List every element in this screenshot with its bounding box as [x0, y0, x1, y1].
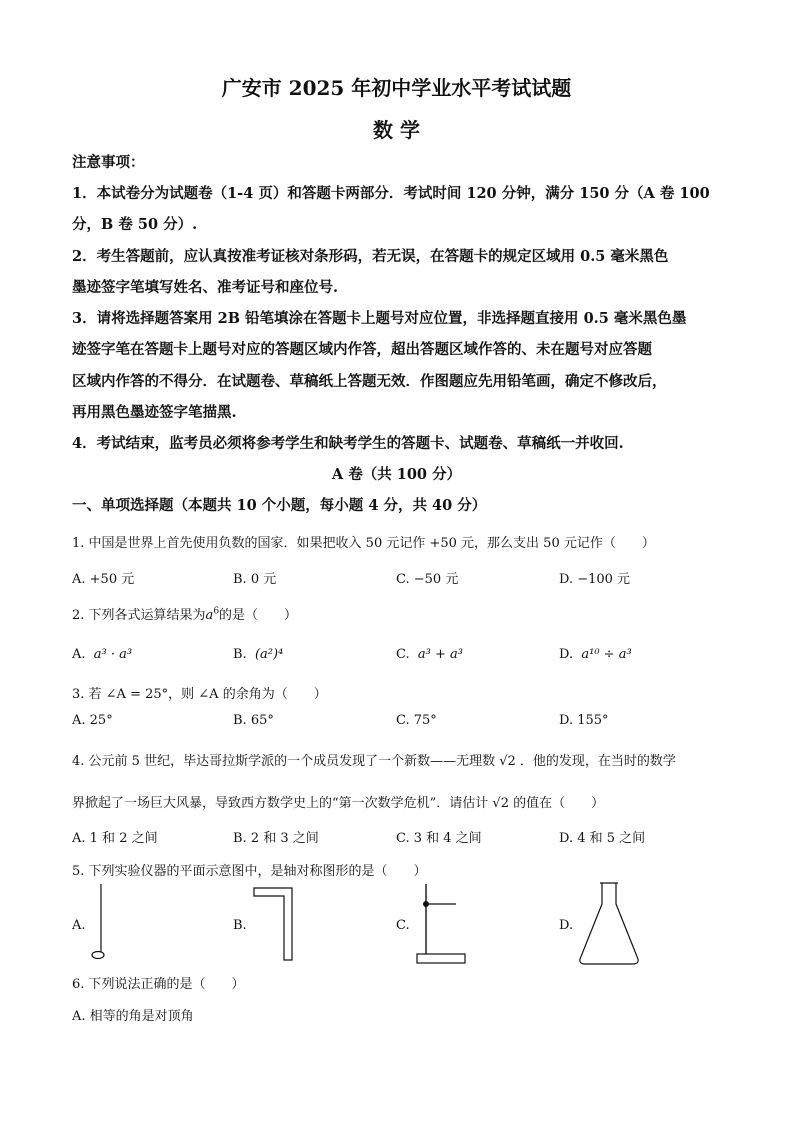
q2-option-c-expr: a³ + a³: [417, 647, 463, 662]
note-3-line-4: 再用黑色墨迹签字笔描黑.: [72, 404, 237, 421]
note-2-line-2: 墨迹签字笔填写姓名、准考证号和座位号.: [72, 279, 339, 296]
retort-stand-figure: [412, 880, 472, 970]
q2-option-a-expr: a³ · a³: [93, 647, 133, 662]
q5-option-d-label: D.: [559, 918, 574, 933]
q2-stem-base: a: [205, 608, 214, 623]
question-4-stem-line-2: 界掀起了一场巨大风暴，导致西方数学史上的“第一次数学危机”．请估计 √2 的值在（ ）: [72, 796, 605, 811]
q3-option-c: C. 75°: [396, 713, 437, 728]
spoon-figure: [90, 884, 120, 964]
q5-option-a-label: A.: [72, 918, 86, 933]
q2-option-d: D. a¹⁰ ÷ a³: [559, 647, 632, 662]
conical-flask-figure: [575, 880, 645, 970]
exam-title: 广安市 2025 年初中学业水平考试试题: [221, 76, 572, 100]
part-a-heading: A 卷（共 100 分）: [331, 466, 462, 483]
question-1-stem: 1. 中国是世界上首先使用负数的国家．如果把收入 50 元记作 +50 元，那么支出 50 元记作（ ）: [72, 536, 655, 551]
q2-stem-suffix: 的是（ ）: [219, 608, 298, 623]
q2-stem-exponent: 6: [213, 606, 220, 617]
question-3-stem: 3. 若 ∠A = 25°，则 ∠A 的余角为（ ）: [72, 687, 327, 702]
q4-option-d: D. 4 和 5 之间: [559, 831, 646, 846]
q4-option-c: C. 3 和 4 之间: [396, 831, 482, 846]
question-5-stem: 5. 下列实验仪器的平面示意图中，是轴对称图形的是（ ）: [72, 864, 427, 879]
q6-option-a: A. 相等的角是对顶角: [72, 1009, 194, 1024]
note-3-line-2: 迹签字笔在答题卡上题号对应的答题区域内作答，超出答题区域作答的、未在题号对应答题: [72, 341, 652, 358]
q2-option-b: B. (a²)⁴: [233, 647, 284, 662]
q5-option-c-label: C.: [396, 918, 410, 933]
note-1-line-1: 1．本试卷分为试题卷（1-4 页）和答题卡两部分．考试时间 120 分钟，满分 150 分（A 卷 100: [72, 185, 710, 202]
q3-option-a: A. 25°: [72, 713, 113, 728]
question-4-stem-line-1: 4. 公元前 5 世纪，毕达哥拉斯学派的一个成员发现了一个新数——无理数 √2 ．他的发现，在当时的数学: [72, 754, 676, 769]
bent-tube-figure: [252, 886, 302, 966]
q2-stem-prefix: 2. 下列各式运算结果为: [72, 608, 206, 623]
q2-option-d-expr: a¹⁰ ÷ a³: [581, 647, 632, 662]
q1-option-a: A. +50 元: [72, 572, 135, 587]
q4-option-b: B. 2 和 3 之间: [233, 831, 319, 846]
note-4-line-1: 4．考试结束，监考员必须将参考学生和缺考学生的答题卡、试题卷、草稿纸一并收回.: [72, 435, 624, 452]
question-2-stem: [72, 604, 297, 623]
note-1-line-2: 分，B 卷 50 分）.: [72, 216, 198, 233]
q1-option-d: D. −100 元: [559, 572, 631, 587]
note-3-line-3: 区域内作答的不得分．在试题卷、草稿纸上答题无效．作图题应先用铅笔画，确定不修改后，: [72, 373, 667, 390]
q4-option-a: A. 1 和 2 之间: [72, 831, 158, 846]
q2-option-b-expr: (a²)⁴: [254, 647, 284, 662]
note-3-line-1: 3．请将选择题答案用 2B 铅笔填涂在答题卡上题号对应位置，非选择题直接用 0.5 毫米黑色墨: [72, 310, 687, 327]
q5-option-b-label: B.: [233, 918, 247, 933]
q2-option-c: C. a³ + a³: [396, 647, 463, 662]
q1-option-c: C. −50 元: [396, 572, 459, 587]
question-6-stem: 6. 下列说法正确的是（ ）: [72, 977, 245, 992]
q2-option-a: A. a³ · a³: [72, 647, 133, 662]
section-1-heading: 一、单项选择题（本题共 10 个小题，每小题 4 分，共 40 分）: [72, 497, 487, 514]
note-2-line-1: 2．考生答题前，应认真按准考证核对条形码，若无误，在答题卡的规定区域用 0.5 毫米黑色: [72, 248, 669, 265]
notes-heading: 注意事项：: [72, 154, 145, 171]
q1-option-b: B. 0 元: [233, 572, 277, 587]
subject-title: 数 学: [373, 118, 420, 142]
q3-option-b: B. 65°: [233, 713, 274, 728]
q3-option-d: D. 155°: [559, 713, 609, 728]
